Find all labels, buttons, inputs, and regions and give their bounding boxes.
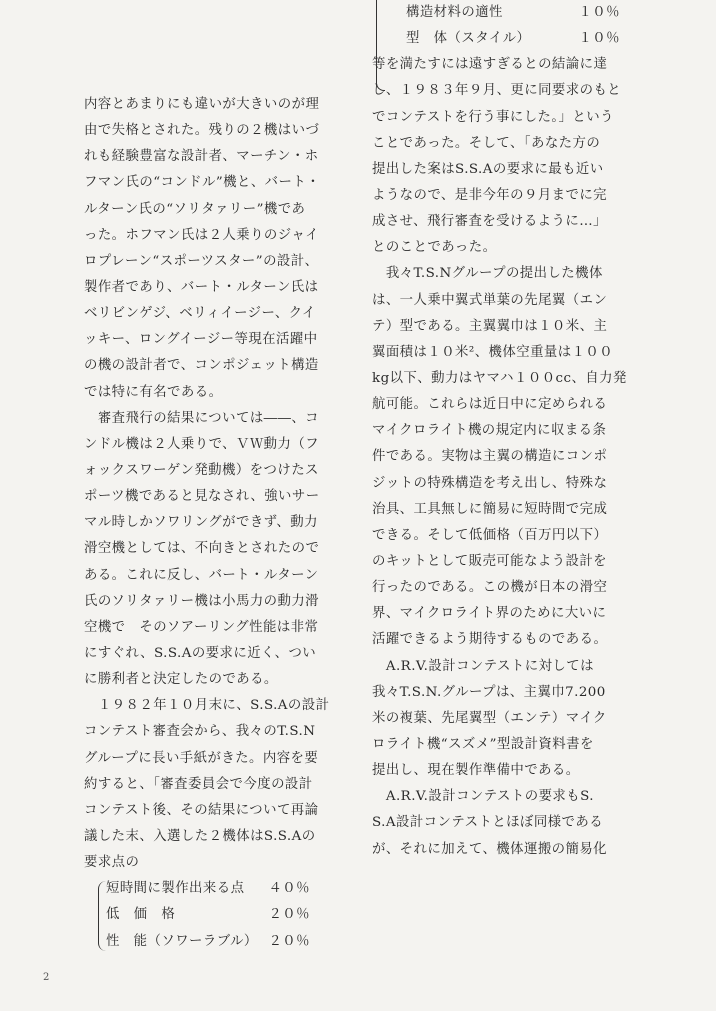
requirement-weight: ２０％ <box>268 933 310 949</box>
text-line: が、それに加えて、機体運搬の簡易化 <box>372 841 608 857</box>
text-line: 等を満たすには遠すぎるとの結論に達 <box>372 57 608 73</box>
text-line: 約すると、「審査委員会で今度の設計 <box>84 776 313 792</box>
left-paragraph-2 <box>84 406 359 694</box>
text-line: ッキー、ロングイージー等現在活躍中 <box>84 332 318 348</box>
text-line: S.A設計コンテストとほぼ同様である <box>372 815 604 831</box>
text-line: とのことであった。 <box>372 240 497 256</box>
text-line: し、１９８３年９月、更に同要求のもと <box>372 83 622 99</box>
text-line: 空機で そのソアーリング性能は非常 <box>84 619 319 635</box>
text-line: では特に有名である。 <box>84 384 223 400</box>
text-line: 我々T.S.N.グループは、主翼巾7.200 <box>372 684 606 700</box>
right-paragraph-1 <box>372 52 642 261</box>
text-line: ロライト機“スズメ”型設計資料書を <box>372 736 594 752</box>
text-line: 翼面積は１０米²、機体空重量は１００ <box>372 344 614 360</box>
requirement-name: 構造材料の適性 <box>406 5 503 20</box>
right-column <box>372 5 642 863</box>
text-line: ようなので、是非今年の９月までに完 <box>372 187 608 203</box>
requirement-name: 低 価 格 <box>106 907 176 923</box>
text-line: ベリビンゲジ、ベリィイージー、クイ <box>84 306 316 322</box>
text-line: は、一人乗中翼式単葉の先尾翼（エン <box>372 292 608 308</box>
text-line: 治具、工具無しに簡易に短時間で完成 <box>372 501 608 517</box>
requirement-name: 短時間に製作出来る点 <box>106 881 245 897</box>
brace-bracket <box>98 881 106 950</box>
text-line: テ）型である。主翼翼巾は１０米、主 <box>372 318 608 334</box>
requirement-weight: １０％ <box>578 31 620 47</box>
text-line: ある。これに反し、バート・ルターン <box>84 567 319 583</box>
text-line: 行ったのである。この機が日本の滑空 <box>372 580 608 596</box>
requirement-weight: １０％ <box>578 5 620 20</box>
text-line: kg以下、動力はヤマハ１００cc、自力発 <box>372 370 627 386</box>
text-line: でコンテストを行う事にした。」という <box>372 109 614 125</box>
text-line: 製作者であり、バート・ルターン氏は <box>84 279 319 295</box>
right-paragraph-4 <box>372 784 642 862</box>
text-line: ことであった。そして、「あなた方の <box>372 135 601 151</box>
text-line: グループに長い手紙がきた。内容を要 <box>84 750 319 766</box>
text-line: ポーツ機であると見なされ、強いサー <box>84 489 320 505</box>
text-line: に勝利者と決定したのである。 <box>84 672 278 688</box>
requirement-name: 型 体（スタイル） <box>406 31 531 47</box>
text-line: フマン氏の“コンドル”機と、バート・ <box>84 175 321 191</box>
text-line: 氏のソリタァリー機は小馬力の動力滑 <box>84 593 320 609</box>
text-line: マイクロライト機の規定内に収まる条 <box>372 423 607 439</box>
text-line: 要求点の <box>84 855 140 871</box>
text-line: コンテスト後、その結果について再論 <box>84 802 319 818</box>
text-line: 航可能。これらは近日中に定められる <box>372 397 608 413</box>
requirement-item <box>98 929 310 955</box>
text-line: マル時しかソワリングができず、動力 <box>84 515 318 531</box>
text-line: 内容とあまりにも違いが大きいのが理 <box>84 97 320 112</box>
text-line: １９８２年１０月末に、S.S.Aの設計 <box>84 698 330 714</box>
text-line: 成させ、飛行審査を受けるように…」 <box>372 214 607 230</box>
text-line: の機の設計者で、コンポジェット構造 <box>84 358 319 374</box>
requirement-weight: ２０％ <box>268 907 310 923</box>
left-paragraph-1 <box>84 92 359 406</box>
requirement-weight: ４０％ <box>268 881 310 897</box>
text-line: にすぐれ、S.S.Aの要求に近く、つい <box>84 645 317 661</box>
requirement-item <box>392 26 620 52</box>
right-paragraph-3 <box>372 654 642 785</box>
requirement-item <box>98 902 310 928</box>
text-line: ジットの特殊構造を考え出し、特殊な <box>372 475 608 491</box>
brace-bracket <box>376 0 385 91</box>
text-line: 活躍できるよう期待するものである。 <box>372 632 608 648</box>
text-line: 件である。実物は主翼の構造にコンポ <box>372 449 608 465</box>
text-line: できる。そして低価格（百万円以下） <box>372 527 608 543</box>
text-line: 米の複葉、先尾翼型（エンテ）マイク <box>372 710 607 726</box>
text-line: 審査飛行の結果については――、コ <box>84 410 320 426</box>
right-paragraph-2 <box>372 261 642 653</box>
text-line: A.R.V.設計コンテストの要求もS. <box>372 789 594 805</box>
page-number: 2 <box>43 972 50 983</box>
text-line: ンドル機は２人乗りで、ＶＷ動力（フ <box>84 436 320 452</box>
requirement-item <box>98 876 310 902</box>
requirements-list <box>98 876 310 954</box>
text-line: 由で失格とされた。残りの２機はいづ <box>84 123 320 139</box>
text-line: ロプレーン“スポーツスター”の設計、 <box>84 253 319 269</box>
text-line: 提出した案はS.S.Aの要求に最も近い <box>372 161 604 177</box>
left-paragraph-3 <box>84 693 359 876</box>
text-line: 我々T.S.Nグループの提出した機体 <box>372 266 603 282</box>
text-line: 界、マイクロライト界のために大いに <box>372 606 607 622</box>
left-column <box>84 92 359 955</box>
text-line: った。ホフマン氏は２人乗りのジャイ <box>84 227 320 243</box>
text-line: 議した末、入選した２機体はS.S.Aの <box>84 828 316 844</box>
text-line: 滑空機としては、不向きとされたので <box>84 541 320 557</box>
text-line: コンテスト審査会から、我々のT.S.N <box>84 724 316 740</box>
requirement-name: 性 能（ソワーラブル） <box>106 933 258 949</box>
text-line: れも経験豊富な設計者、マーチン・ホ <box>84 149 319 165</box>
requirement-item <box>392 0 620 26</box>
text-line: のキットとして販売可能なよう設計を <box>372 553 608 569</box>
text-line: 提出し、現在製作準備中である。 <box>372 763 580 779</box>
text-line: A.R.V.設計コンテストに対しては <box>372 658 594 674</box>
text-line: ルターン氏の“ソリタァリー”機であ <box>84 201 306 217</box>
text-line: ォックスワーゲン発動機）をつけたス <box>84 462 319 478</box>
requirements-list-continued <box>392 0 620 52</box>
